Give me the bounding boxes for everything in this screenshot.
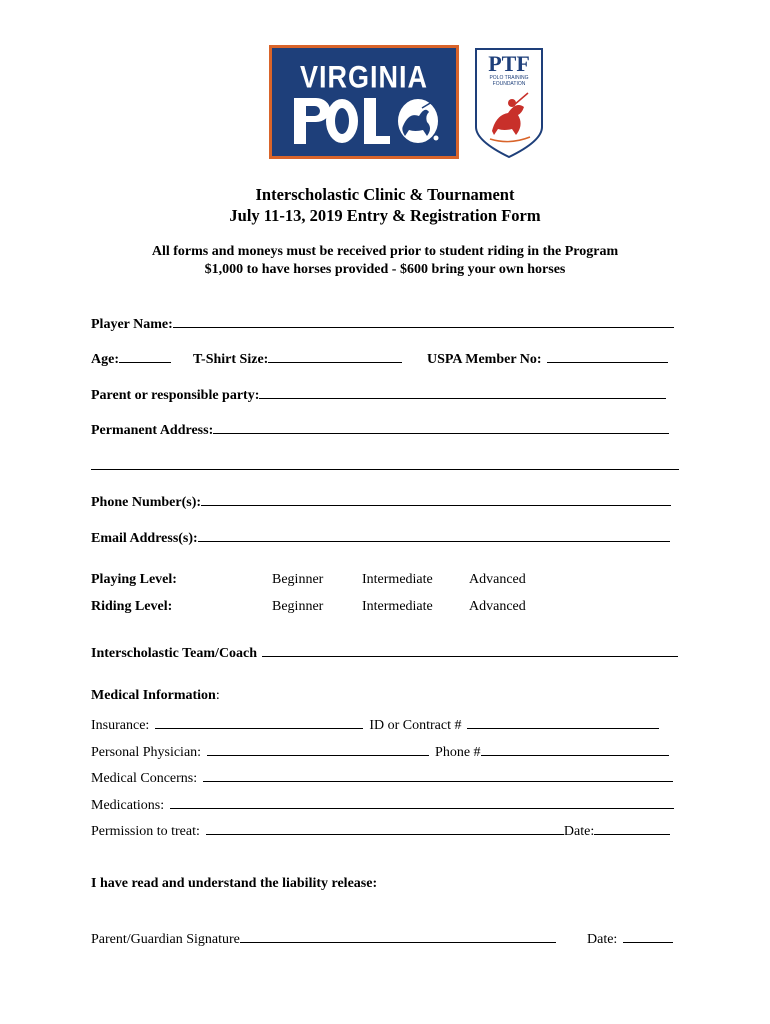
age-field[interactable]: [119, 349, 171, 363]
team-coach-field[interactable]: [262, 643, 678, 657]
medications-label: Medications:: [91, 798, 165, 813]
physician-row: [91, 742, 669, 761]
playing-level-intermediate[interactable]: Intermediate: [362, 572, 433, 587]
signature-field[interactable]: [240, 929, 556, 943]
parent-row: [91, 385, 666, 404]
insurance-label: Insurance:: [91, 718, 150, 733]
uspa-field[interactable]: [547, 349, 668, 363]
address-row: [91, 420, 669, 439]
concerns-label: Medical Concerns:: [91, 771, 198, 786]
notice-line-1: All forms and moneys must be received prior to student riding in the Program: [151, 244, 619, 259]
parent-field[interactable]: [259, 385, 666, 399]
physician-phone-field[interactable]: [481, 742, 669, 756]
concerns-field[interactable]: [203, 768, 673, 782]
playing-level-label: Playing Level:: [91, 572, 177, 587]
physician-phone-label: Phone #: [435, 745, 481, 760]
address-field-1[interactable]: [213, 420, 669, 434]
team-coach-row: [91, 643, 678, 662]
uspa-row: [427, 349, 668, 368]
player-name-row: [91, 314, 674, 333]
virginia-logo-word: VIRGINIA: [299, 59, 428, 95]
virginia-polo-logo: [269, 45, 459, 159]
email-field[interactable]: [198, 528, 670, 542]
medical-heading-colon: :: [215, 688, 220, 703]
physician-label: Personal Physician:: [91, 745, 202, 760]
player-name-field[interactable]: [173, 314, 674, 328]
parent-label: Parent or responsible party:: [91, 388, 260, 403]
permission-date-label: Date:: [563, 824, 595, 839]
address-label: Permanent Address:: [91, 423, 214, 438]
concerns-row: [91, 768, 673, 787]
player-name-label: Player Name:: [91, 317, 173, 332]
form-title-line-1: Interscholastic Clinic & Tournament: [255, 185, 515, 204]
address-row-2: [91, 456, 679, 475]
medical-heading-label: Medical Information: [91, 688, 216, 703]
tshirt-label: T-Shirt Size:: [193, 352, 269, 367]
signature-date-row: [587, 929, 673, 948]
signature-label: Parent/Guardian Signature: [91, 932, 240, 947]
phone-row: [91, 492, 671, 511]
permission-date-field[interactable]: [594, 821, 670, 835]
playing-level-beginner[interactable]: Beginner: [272, 572, 324, 587]
phone-label: Phone Number(s):: [91, 495, 202, 510]
liability-statement: I have read and understand the liability release:: [91, 876, 378, 891]
permission-field[interactable]: [206, 821, 564, 835]
physician-field[interactable]: [207, 742, 429, 756]
email-row: [91, 528, 670, 547]
ptf-line-2: FOUNDATION: [492, 81, 526, 87]
riding-level-advanced[interactable]: Advanced: [469, 599, 526, 614]
tshirt-field[interactable]: [268, 349, 402, 363]
email-label: Email Address(s):: [91, 531, 198, 546]
medical-heading: [91, 688, 220, 704]
medications-field[interactable]: [170, 795, 674, 809]
ptf-shield-logo: [474, 47, 544, 159]
notice-line-2: $1,000 to have horses provided - $600 bring your own horses: [204, 262, 566, 277]
riding-level-intermediate[interactable]: Intermediate: [362, 599, 433, 614]
signature-date-label: Date:: [587, 932, 618, 947]
permission-row: [91, 821, 670, 840]
uspa-label: USPA Member No:: [427, 352, 542, 367]
insurance-row: [91, 715, 659, 734]
insurance-field[interactable]: [155, 715, 363, 729]
tshirt-row: [193, 349, 402, 368]
ptf-letters: PTF: [488, 51, 530, 76]
signature-date-field[interactable]: [623, 929, 673, 943]
playing-level-advanced[interactable]: Advanced: [469, 572, 526, 587]
form-title-line-2: July 11-13, 2019 Entry & Registration Form: [229, 206, 541, 225]
permission-label: Permission to treat:: [91, 824, 200, 839]
team-coach-label: Interscholastic Team/Coach: [91, 646, 258, 661]
age-row: [91, 349, 171, 368]
riding-level-beginner[interactable]: Beginner: [272, 599, 324, 614]
medications-row: [91, 795, 674, 814]
polo-horse-graphic: [290, 96, 445, 146]
ptf-line-1: POLO TRAINING: [489, 75, 529, 81]
signature-row: [91, 929, 556, 948]
id-contract-field[interactable]: [467, 715, 659, 729]
id-contract-label: ID or Contract #: [369, 718, 462, 733]
phone-field[interactable]: [201, 492, 671, 506]
age-label: Age:: [91, 352, 119, 367]
riding-level-label: Riding Level:: [91, 599, 173, 614]
address-field-2[interactable]: [91, 456, 679, 470]
